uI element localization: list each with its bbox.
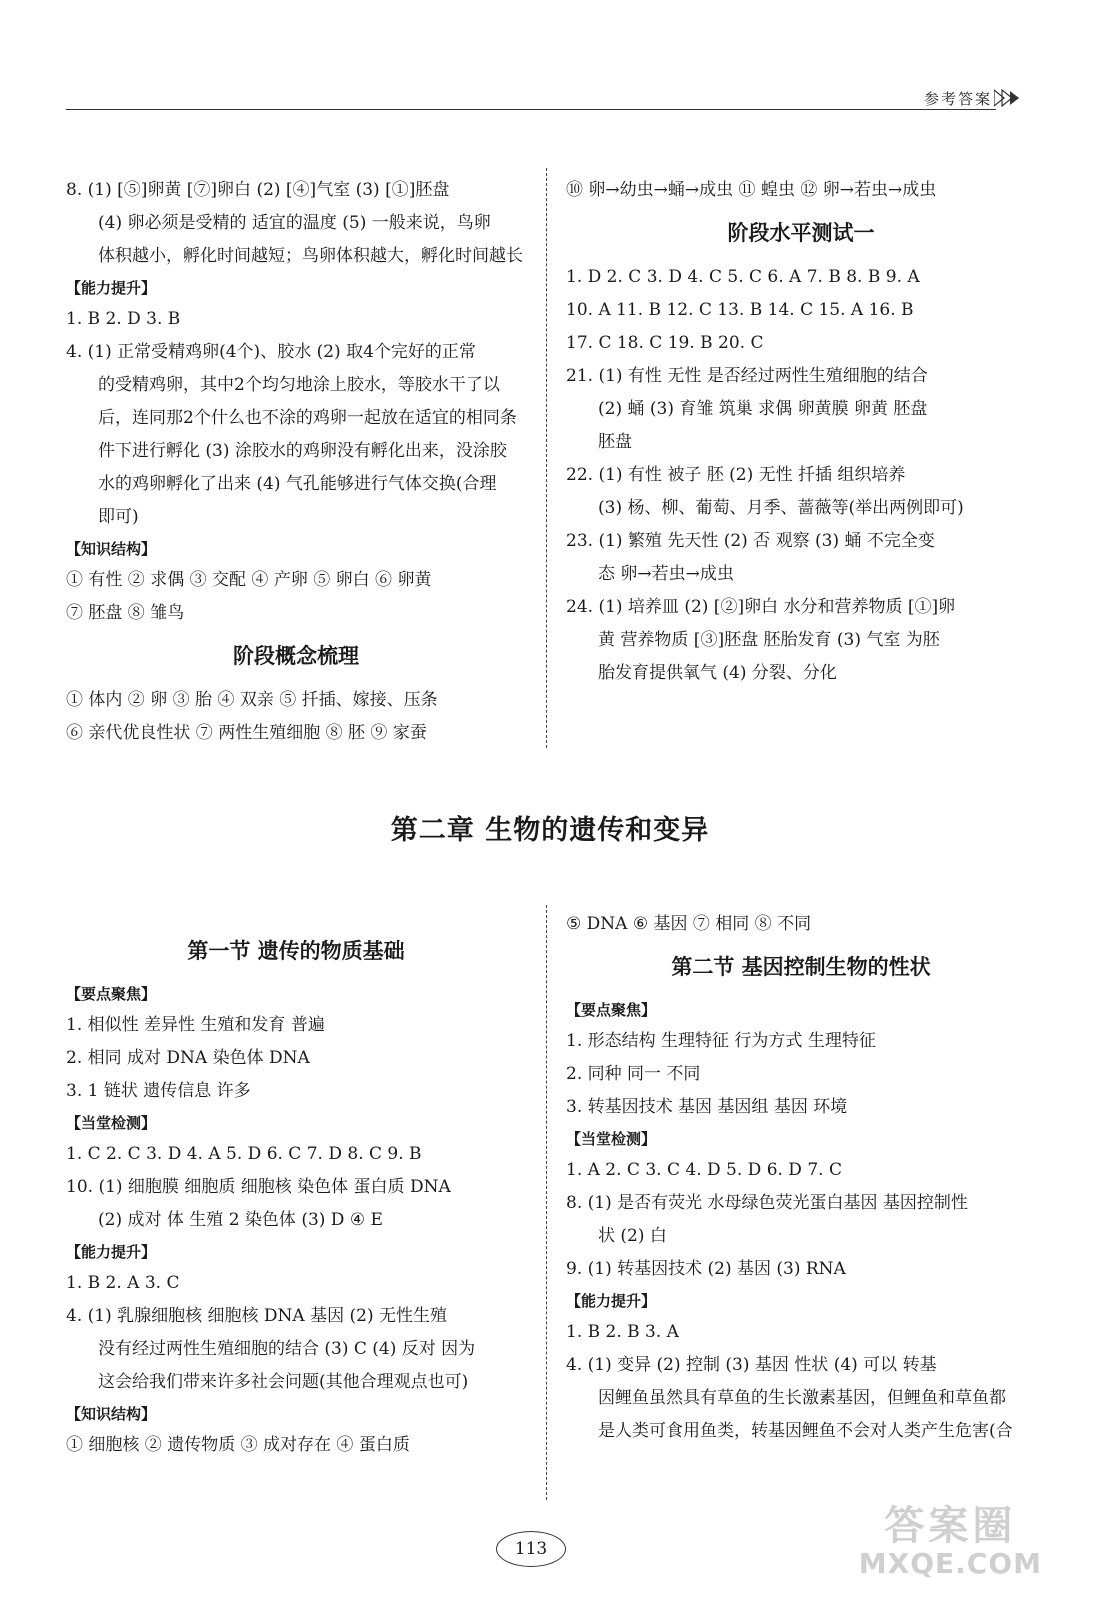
page-number: 113 — [496, 1531, 566, 1567]
section-label-focus: 【要点聚焦】 — [566, 1001, 657, 1019]
answer-line: 没有经过两性生殖细胞的结合 (3) C (4) 反对 因为 — [98, 1339, 476, 1359]
answer-line: 2. 同种 同一 不同 — [566, 1064, 701, 1084]
answer-line: (3) 杨、柳、葡萄、月季、蔷薇等(举出两例即可) — [598, 498, 964, 518]
answer-line: ① 体内 ② 卵 ③ 胎 ④ 双亲 ⑤ 扦插、嫁接、压条 — [66, 690, 438, 710]
section-heading: 第一节 遗传的物质基础 — [187, 939, 405, 963]
answer-line: 21. (1) 有性 无性 是否经过两性生殖细胞的结合 — [566, 366, 928, 386]
header-rule — [66, 109, 996, 110]
answer-line: 1. B 2. B 3. A — [566, 1322, 679, 1342]
answer-line: ① 细胞核 ② 遗传物质 ③ 成对存在 ④ 蛋白质 — [66, 1435, 410, 1455]
section-label-structure: 【知识结构】 — [66, 1405, 157, 1423]
answer-line: 24. (1) 培养皿 (2) [②]卵白 水分和营养物质 [①]卵 — [566, 597, 956, 617]
answer-line: ⑤ DNA ⑥ 基因 ⑦ 相同 ⑧ 不同 — [566, 914, 812, 934]
answer-line: 10. A 11. B 12. C 13. B 14. C 15. A 16. B — [566, 300, 914, 320]
answer-line: 1. 形态结构 生理特征 行为方式 生理特征 — [566, 1031, 876, 1051]
answer-line: 8. (1) 是否有荧光 水母绿色荧光蛋白基因 基因控制性 — [566, 1193, 968, 1213]
answer-line: (4) 卵必须是受精的 适宜的温度 (5) 一般来说，鸟卵 — [98, 213, 491, 233]
answer-line: 1. D 2. C 3. D 4. C 5. C 6. A 7. B 8. B 9. A — [566, 267, 920, 287]
answer-line: 9. (1) 转基因技术 (2) 基因 (3) RNA — [566, 1259, 846, 1279]
answer-line: 4. (1) 乳腺细胞核 细胞核 DNA 基因 (2) 无性生殖 — [66, 1306, 447, 1326]
answer-line: 1. B 2. A 3. C — [66, 1273, 180, 1293]
answer-line: ① 有性 ② 求偶 ③ 交配 ④ 产卵 ⑤ 卵白 ⑥ 卵黄 — [66, 570, 432, 590]
section-label-check: 【当堂检测】 — [566, 1130, 657, 1148]
answer-line: 4. (1) 正常受精鸡卵(4个)、胶水 (2) 取4个完好的正常 — [66, 342, 476, 362]
answer-line: 黄 营养物质 [③]胚盘 胚胎发育 (3) 气室 为胚 — [598, 630, 940, 650]
column-divider — [546, 168, 547, 748]
answer-line: 的受精鸡卵，其中2个均匀地涂上胶水，等胶水干了以 — [98, 375, 500, 395]
top-left-column — [66, 174, 526, 750]
answer-line: 3. 转基因技术 基因 基因组 基因 环境 — [566, 1097, 848, 1117]
watermark-logo — [858, 1503, 1042, 1580]
section-label-structure: 【知识结构】 — [66, 540, 157, 558]
section-label-ability: 【能力提升】 — [66, 1243, 157, 1261]
answer-line: 1. B 2. D 3. B — [66, 309, 181, 329]
answer-line: (2) 蛹 (3) 育雏 筑巢 求偶 卵黄膜 卵黄 胚盘 — [598, 399, 928, 419]
answer-line: ⑦ 胚盘 ⑧ 雏鸟 — [66, 603, 185, 623]
answer-line: 4. (1) 变异 (2) 控制 (3) 基因 性状 (4) 可以 转基 — [566, 1355, 937, 1375]
answer-line: 即可) — [98, 507, 139, 527]
answer-line: 1. A 2. C 3. C 4. D 5. D 6. D 7. C — [566, 1160, 842, 1180]
answer-line: 1. C 2. C 3. D 4. A 5. D 6. C 7. D 8. C 9. B — [66, 1144, 422, 1164]
answer-line: ⑩ 卵→幼虫→蛹→成虫 ⑪ 蝗虫 ⑫ 卵→若虫→成虫 — [566, 180, 937, 200]
answer-line: 水的鸡卵孵化了出来 (4) 气孔能够进行气体交换(合理 — [98, 474, 497, 494]
answer-line: 23. (1) 繁殖 先天性 (2) 否 观察 (3) 蛹 不完全变 — [566, 531, 935, 551]
answer-line: 17. C 18. C 19. B 20. C — [566, 333, 764, 353]
answer-line: 2. 相同 成对 DNA 染色体 DNA — [66, 1048, 310, 1068]
answer-line: 3. 1 链状 遗传信息 许多 — [66, 1081, 251, 1101]
answer-line: 体积越小，孵化时间越短；鸟卵体积越大，孵化时间越长 — [98, 246, 523, 266]
answer-line: 22. (1) 有性 被子 胚 (2) 无性 扦插 组织培养 — [566, 465, 906, 485]
answer-line: 态 卵→若虫→成虫 — [598, 564, 734, 584]
section-label-check: 【当堂检测】 — [66, 1114, 157, 1132]
summary-heading: 阶段概念梳理 — [233, 644, 359, 668]
answer-line: 胚盘 — [598, 432, 632, 452]
chapter-title: 第二章 生物的遗传和变异 — [390, 815, 710, 846]
answer-line: 10. (1) 细胞膜 细胞质 细胞核 染色体 蛋白质 DNA — [66, 1177, 451, 1197]
top-right-column — [566, 174, 1036, 690]
answer-line: 后，连同那2个什么也不涂的鸡卵一起放在适宜的相同条 — [98, 408, 517, 428]
bottom-left-column — [66, 925, 526, 1462]
header-label: 参考答案 — [923, 90, 992, 108]
answer-line: 件下进行孵化 (3) 涂胶水的鸡卵没有孵化出来，没涂胶 — [98, 441, 507, 461]
watermark-url: MXQE.COM — [858, 1547, 1042, 1580]
section-label-focus: 【要点聚焦】 — [66, 985, 157, 1003]
answer-line: 状 (2) 白 — [598, 1226, 667, 1246]
arrow-right-icon — [994, 88, 1020, 108]
section-heading: 第二节 基因控制生物的性状 — [671, 955, 931, 979]
answer-line: 是人类可食用鱼类，转基因鲤鱼不会对人类产生危害(合 — [598, 1421, 1013, 1441]
answer-line: 1. 相似性 差异性 生殖和发育 普遍 — [66, 1015, 325, 1035]
answer-line: 胎发育提供氧气 (4) 分裂、分化 — [598, 663, 837, 683]
watermark-text: 答案圈 — [884, 1503, 1017, 1549]
column-divider — [546, 905, 547, 1500]
bottom-right-column — [566, 908, 1036, 1448]
answer-line: ⑥ 亲代优良性状 ⑦ 两性生殖细胞 ⑧ 胚 ⑨ 家蚕 — [66, 723, 427, 743]
test-heading: 阶段水平测试一 — [727, 221, 875, 245]
answer-line: 这会给我们带来许多社会问题(其他合理观点也可) — [98, 1372, 469, 1392]
answer-line: 8. (1) [⑤]卵黄 [⑦]卵白 (2) [④]气室 (3) [①]胚盘 — [66, 180, 450, 200]
section-label-ability: 【能力提升】 — [66, 279, 157, 297]
section-label-ability: 【能力提升】 — [566, 1292, 657, 1310]
answer-line: 因鲤鱼虽然具有草鱼的生长激素基因，但鲤鱼和草鱼都 — [598, 1388, 1006, 1408]
answer-line: (2) 成对 体 生殖 2 染色体 (3) D ④ E — [98, 1210, 383, 1230]
